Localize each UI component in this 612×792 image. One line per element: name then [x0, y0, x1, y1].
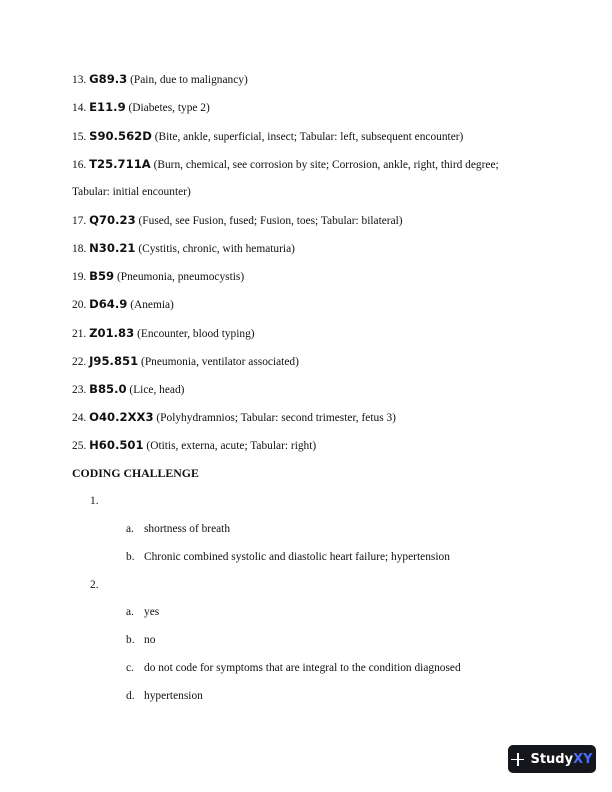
brand-name: Study: [530, 751, 574, 767]
question-number: 1.: [90, 495, 99, 507]
list-item: 19. B59 (Pneumonia, pneumocystis): [72, 269, 245, 283]
list-item: 23. B85.0 (Lice, head): [72, 382, 185, 396]
answer-item: a. yes: [126, 606, 160, 618]
plus-icon: [511, 753, 524, 766]
list-item: 15. S90.562D (Bite, ankle, superficial, insect; Tabular: left, subsequent encounter): [72, 129, 464, 143]
list-item: 16. T25.711A (Burn, chemical, see corrosion by site; Corrosion, ankle, right, third degree;: [72, 157, 499, 171]
list-item: 14. E11.9 (Diabetes, type 2): [72, 100, 210, 114]
list-item-continuation: Tabular: initial encounter): [72, 186, 191, 198]
list-item: 18. N30.21 (Cystitis, chronic, with hematuria): [72, 241, 295, 255]
studyxy-logo-badge[interactable]: [508, 745, 596, 773]
list-item: 20. D64.9 (Anemia): [72, 297, 174, 311]
answer-item: c. do not code for symptoms that are integral to the condition diagnosed: [126, 662, 461, 674]
list-item: 25. H60.501 (Otitis, externa, acute; Tabular: right): [72, 438, 317, 452]
section-heading: CODING CHALLENGE: [72, 466, 199, 480]
answer-item: b. Chronic combined systolic and diastolic heart failure; hypertension: [126, 551, 450, 563]
list-item: 21. Z01.83 (Encounter, blood typing): [72, 326, 255, 340]
list-item: 13. G89.3 (Pain, due to malignancy): [72, 72, 248, 86]
answer-item: b. no: [126, 634, 156, 646]
list-item: 22. J95.851 (Pneumonia, ventilator associated): [72, 354, 299, 368]
question-number: 2.: [90, 579, 99, 591]
brand-accent: XY: [573, 751, 593, 767]
answer-item: a. shortness of breath: [126, 523, 231, 535]
list-item: 17. Q70.23 (Fused, see Fusion, fused; Fusion, toes; Tabular: bilateral): [72, 213, 403, 227]
answer-item: d. hypertension: [126, 690, 203, 702]
list-item: 24. O40.2XX3 (Polyhydramnios; Tabular: second trimester, fetus 3): [72, 410, 396, 424]
